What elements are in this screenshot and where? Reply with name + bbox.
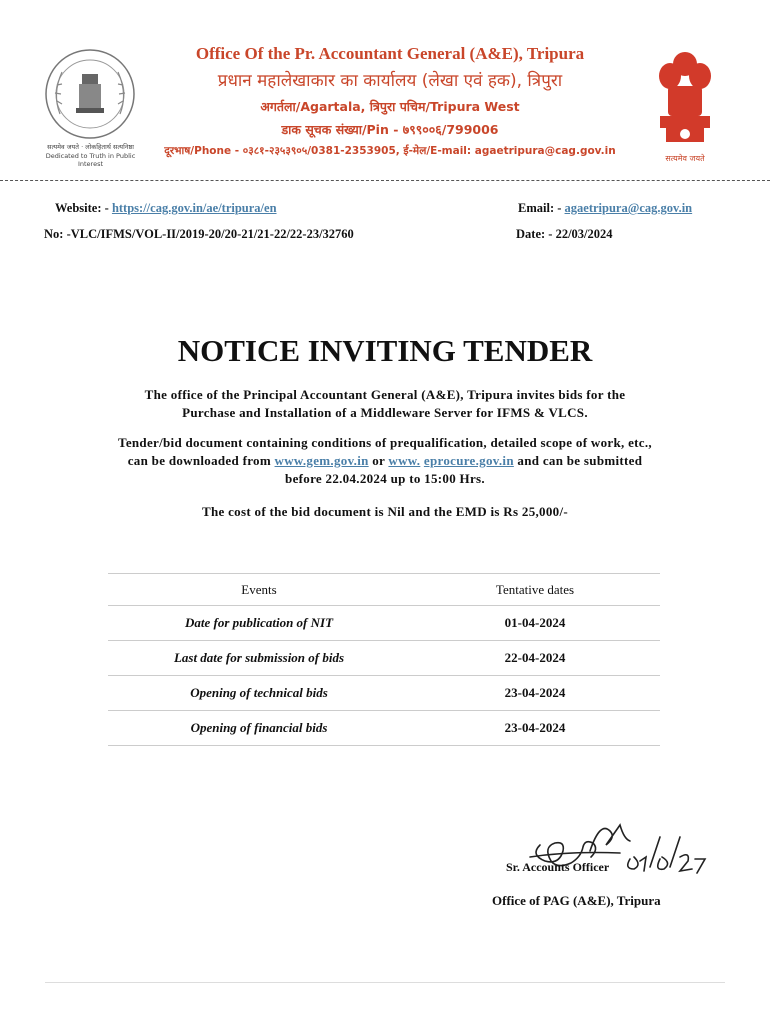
doc-line-2 [60,452,710,470]
doc-line-2-start: can be downloaded from [127,453,271,468]
office-title: Office Of the Pr. Accountant General (A&E), Tripura [195,44,585,63]
eprocure-link-prefix[interactable]: www. [388,453,421,468]
dates-header: Tentative dates [410,574,660,606]
website-label: Website: - [55,201,109,215]
national-emblem [650,46,720,166]
table-row [108,676,660,711]
schedule-header-row [108,574,660,606]
or-text: or [372,453,385,468]
cost-line: The cost of the bid document is Nil and the EMD is Rs 25,000/- [201,504,568,519]
notice-date: Date: - 22/03/2024 [516,227,613,241]
intro-line-2: Purchase and Installation of a Middleware Server for IFMS & VLCS. [182,405,588,420]
header-divider [0,180,770,181]
intro-paragraph [60,386,710,422]
office-pin: डाक सूचक संख्या/Pin - ७९९००६/799006 [281,122,499,137]
doc-line-3: before 22.04.2024 up to 15:00 Hrs. [285,471,485,486]
event-date: 01-04-2024 [410,606,660,641]
signatory-office: Office of PAG (A&E), Tripura [492,893,661,908]
table-row [108,711,660,746]
event-name: Opening of financial bids [108,711,410,746]
event-name: Last date for submission of bids [108,641,410,676]
doc-line-2-end: and can be submitted [517,453,643,468]
eprocure-link[interactable]: eprocure.gov.in [423,453,514,468]
cag-logo [38,44,143,168]
event-name: Date for publication of NIT [108,606,410,641]
reference-number: No: -VLC/IFMS/VOL-II/2019-20/20-21/21-22/22-23/32760 [44,227,354,241]
events-header: Events [108,574,410,606]
gem-link[interactable]: www.gem.gov.in [274,453,369,468]
website-line [55,201,277,216]
event-date: 23-04-2024 [410,711,660,746]
doc-line-1: Tender/bid document containing conditions of prequalification, detailed scope of work, etc., [118,435,652,450]
table-row [108,606,660,641]
emblem-motto: सत्यमेव जयते [665,154,705,163]
logo-motto: Dedicated to Truth in Public Interest [45,152,136,168]
document-paragraph [60,434,710,488]
intro-line-1: The office of the Principal Accountant General (A&E), Tripura invites bids for the [144,387,626,402]
email-line [518,201,692,216]
office-address: अगर्तला/Agartala, त्रिपुरा पचिम/Tripura West [260,99,520,114]
footer-divider [45,982,725,983]
event-name: Opening of technical bids [108,676,410,711]
email-link[interactable]: agaetripura@cag.gov.in [564,201,693,215]
schedule-table [108,573,660,746]
office-contact: दूरभाष/Phone - ०३८१-२३५३९०५/0381-2353905, ई-मेल/E-mail: agaetripura@cag.gov.in [164,145,616,157]
table-row [108,641,660,676]
signatory-title: Sr. Accounts Officer [506,860,610,874]
website-link[interactable]: https://cag.gov.in/ae/tripura/en [111,201,277,215]
event-date: 22-04-2024 [410,641,660,676]
notice-heading: NOTICE INVITING TENDER [177,333,593,368]
logo-motto-hindi: सत्यमेव जयते · लोकहितार्थ सत्यनिष्ठा [47,143,134,151]
event-date: 23-04-2024 [410,676,660,711]
email-label: Email: - [518,201,562,215]
office-title-hindi: प्रधान महालेखाकार का कार्यालय (लेखा एवं हक), त्रिपुरा [217,71,563,91]
